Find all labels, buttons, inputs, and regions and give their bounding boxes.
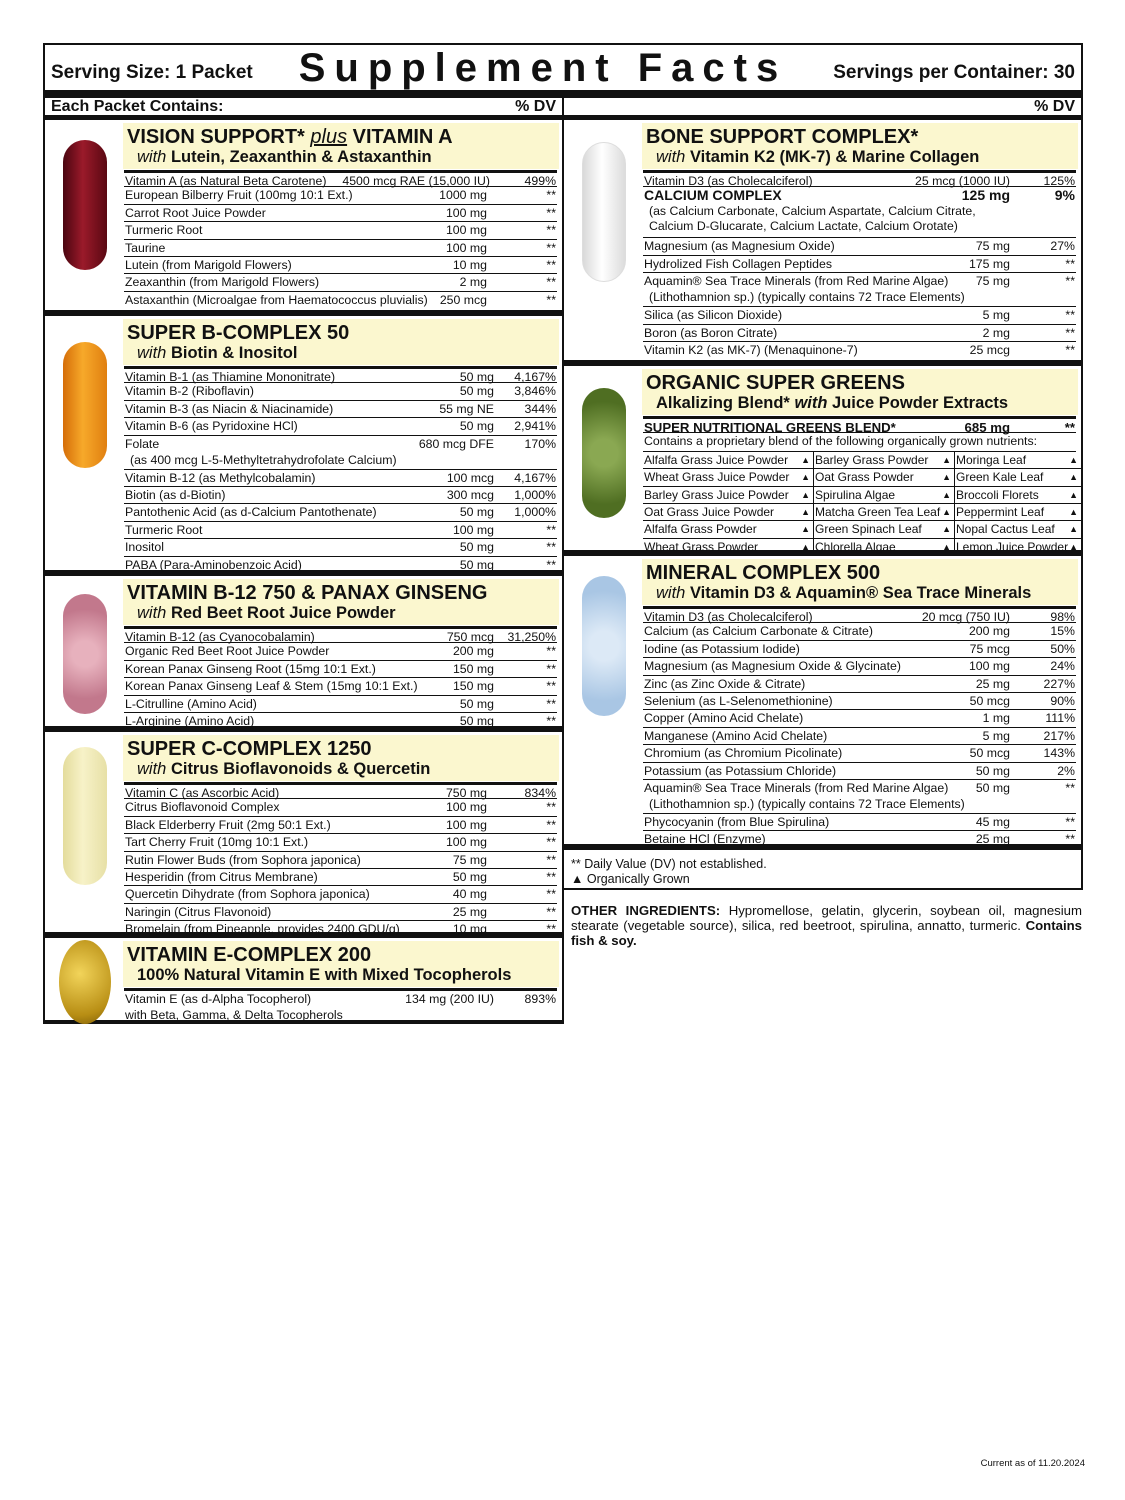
b12-rows [124, 626, 557, 730]
table-row: Korean Panax Ginseng Leaf & Stem (15mg 10:1 Ext.) 150 mg ** [124, 678, 557, 695]
table-row: Inositol 50 mg ** [124, 539, 557, 556]
table-row: Vitamin E (as d-Alpha Tocopherol) with Beta, Gamma, & Delta Tocopherols 134 mg (200 IU) 893% [124, 988, 557, 1022]
list-item: Oat Grass Powder ▲ [814, 469, 955, 486]
table-row: European Bilberry Fruit (100mg 10:1 Ext.) 1000 mg ** [124, 187, 557, 204]
organic-footnote: ▲ Organically Grown [571, 872, 690, 886]
table-row: Tart Cherry Fruit (10mg 10:1 Ext.) 100 mg ** [124, 834, 557, 851]
other-ingredients [571, 903, 1082, 948]
white-capsule-image [582, 142, 626, 282]
greens-rows [643, 416, 1076, 556]
table-row: Magnesium (as Magnesium Oxide) 75 mg 27% [643, 238, 1076, 255]
right-column [564, 120, 1083, 890]
table-row: Vitamin D3 (as Cholecalciferol) 25 mcg (1000 IU) 125% [643, 170, 1076, 187]
bone-support-section [564, 120, 1081, 366]
list-item: Chlorella Algae ▲ [814, 539, 955, 556]
list-item: Green Spinach Leaf ▲ [814, 521, 955, 538]
facts-header [43, 43, 1083, 98]
green-capsule-image [582, 388, 626, 518]
section-heading: BONE SUPPORT COMPLEX* with Vitamin K2 (MK-7) & Marine Collagen [642, 123, 1078, 169]
table-row: Lutein (from Marigold Flowers) 10 mg ** [124, 257, 557, 274]
table-row: Pantothenic Acid (as d-Calcium Pantothenate) 50 mg 1,000% [124, 504, 557, 521]
table-row: Taurine 100 mg ** [124, 240, 557, 257]
table-row: CALCIUM COMPLEX (as Calcium Carbonate, Calcium Aspartate, Calcium Citrate, Calcium D-Glucarate, Calcium Lactate, Calcium Orotate) 125 mg 9% [643, 187, 1076, 238]
table-row: PABA (Para-Aminobenzoic Acid) 50 mg ** [125, 557, 556, 572]
table-row: SUPER NUTRITIONAL GREENS BLEND* 685 mg ** [643, 416, 1076, 433]
blue-capsule-image [582, 576, 626, 716]
table-row: Turmeric Root 100 mg ** [124, 522, 557, 539]
section-heading: ORGANIC SUPER GREENS Alkalizing Blend* with Juice Powder Extracts [642, 369, 1078, 415]
table-row: Quercetin Dihydrate (from Sophora japonica) 40 mg ** [124, 886, 557, 903]
list-item: Alfalfa Grass Powder ▲ [643, 521, 814, 538]
footnotes [571, 857, 767, 887]
section-heading: SUPER B-COMPLEX 50 with Biotin & Inositol [123, 319, 559, 365]
section-heading: VISION SUPPORT* plus VITAMIN A with Lutein, Zeaxanthin & Astaxanthin [123, 123, 559, 169]
table-row: Vitamin B-1 (as Thiamine Mononitrate) 50 mg 4,167% [124, 366, 557, 383]
table-row: Vitamin K2 (as MK-7) (Menaquinone-7) 25 mcg ** [644, 342, 1075, 357]
table-row: Aquamin® Sea Trace Minerals (from Red Marine Algae) (Lithothamnion sp.) (typically contains 72 Trace Elements) 75 mg ** [643, 273, 1076, 307]
cream-capsule-image [63, 747, 107, 885]
table-row: Organic Red Beet Root Juice Powder 200 mg ** [124, 643, 557, 660]
section-heading: MINERAL COMPLEX 500 with Vitamin D3 & Aquamin® Sea Trace Minerals [642, 559, 1078, 605]
list-item: Wheat Grass Powder ▲ [643, 539, 814, 556]
serving-size: Serving Size: 1 Packet [51, 62, 253, 83]
table-row: Zeaxanthin (from Marigold Flowers) 2 mg ** [124, 274, 557, 291]
list-item: Alfalfa Grass Juice Powder ▲ [643, 452, 814, 469]
super-greens-section [564, 366, 1081, 556]
left-column-header [43, 98, 564, 120]
table-row: Korean Panax Ginseng Root (15mg 10:1 Ext.) 150 mg ** [124, 661, 557, 678]
vision-rows [124, 170, 557, 309]
table-row: Folate (as 400 mcg L-5-Methyltetrahydrofolate Calcium) 680 mcg DFE 170% [124, 436, 557, 470]
table-row: Phycocyanin (from Blue Spirulina) 45 mg ** [643, 814, 1076, 831]
list-item: Moringa Leaf ▲ [955, 452, 1081, 469]
table-row: Potassium (as Potassium Chloride) 50 mg 2% [643, 763, 1076, 780]
red-capsule-image [63, 140, 107, 270]
b-complex-section [45, 316, 562, 576]
table-row: Vitamin A (as Natural Beta Carotene) 4500 mcg RAE (15,000 IU) 499% [124, 170, 557, 187]
list-item: Matcha Green Tea Leaf ▲ [814, 504, 955, 521]
table-row: Manganese (Amino Acid Chelate) 5 mg 217% [643, 728, 1076, 745]
c-complex-section [45, 732, 562, 938]
list-item: Barley Grass Powder ▲ [814, 452, 955, 469]
e-complex-rows [124, 988, 557, 1022]
table-row: Vitamin B-12 (as Methylcobalamin) 100 mcg 4,167% [124, 470, 557, 487]
right-column-header [564, 98, 1083, 120]
mineral-complex-section [564, 556, 1081, 850]
section-heading: SUPER C-COMPLEX 1250 with Citrus Bioflavonoids & Quercetin [123, 735, 559, 781]
bone-rows [643, 170, 1076, 359]
table-row: Zinc (as Zinc Oxide & Citrate) 25 mg 227% [643, 676, 1076, 693]
table-row: Biotin (as d-Biotin) 300 mcg 1,000% [124, 487, 557, 504]
table-row: Chromium (as Chromium Picolinate) 50 mcg 143% [643, 745, 1076, 762]
list-item: Lemon Juice Powder ▲ [956, 539, 1078, 554]
list-item: Peppermint Leaf ▲ [955, 504, 1081, 521]
table-row: Calcium (as Calcium Carbonate & Citrate) 200 mg 15% [643, 623, 1076, 640]
list-item: Barley Grass Juice Powder ▲ [643, 487, 814, 504]
list-item: Wheat Grass Juice Powder ▲ [643, 469, 814, 486]
table-row: Astaxanthin (Microalgae from Haematococcus pluvialis) 250 mcg ** [125, 292, 556, 307]
allergen-statement: Contains fish & soy. [571, 918, 1082, 948]
section-heading: VITAMIN B-12 750 & PANAX GINSENG with Red Beet Root Juice Powder [123, 579, 559, 625]
pink-capsule-image [63, 594, 107, 714]
table-row: Betaine HCl (Enzyme) 25 mg ** [644, 832, 1075, 847]
table-row: Black Elderberry Fruit (2mg 50:1 Ext.) 100 mg ** [124, 817, 557, 834]
table-row: Iodine (as Potassium Iodide) 75 mcg 50% [643, 641, 1076, 658]
e-complex-section [45, 938, 562, 1024]
table-row: Vitamin B-3 (as Niacin & Niacinamide) 55 mg NE 344% [124, 401, 557, 418]
other-ingredients-label: OTHER INGREDIENTS: [571, 903, 721, 918]
list-item: Oat Grass Juice Powder ▲ [643, 504, 814, 521]
table-row: Vitamin B-12 (as Cyanocobalamin) 750 mcg 31,250% [124, 626, 557, 643]
table-row: Carrot Root Juice Powder 100 mg ** [124, 205, 557, 222]
table-row: L-Arginine (Amino Acid) 50 mg ** [125, 713, 556, 728]
table-row: Silica (as Silicon Dioxide) 5 mg ** [643, 307, 1076, 324]
table-row: Hydrolized Fish Collagen Peptides 175 mg ** [643, 256, 1076, 273]
table-row: L-Citrulline (Amino Acid) 50 mg ** [124, 696, 557, 713]
table-row: Vitamin D3 (as Cholecalciferol) 20 mcg (750 IU) 98% [643, 606, 1076, 623]
list-item: Nopal Cactus Leaf ▲ [955, 521, 1081, 538]
table-row: Vitamin B-2 (Riboflavin) 50 mg 3,846% [124, 383, 557, 400]
table-row: Boron (as Boron Citrate) 2 mg ** [643, 325, 1076, 342]
c-complex-rows [124, 782, 557, 939]
mineral-rows [643, 606, 1076, 849]
table-row: Aquamin® Sea Trace Minerals (from Red Marine Algae) (Lithothamnion sp.) (typically contains 72 Trace Elements) 50 mg ** [643, 780, 1076, 814]
b12-ginseng-section [45, 576, 562, 732]
other-ingredients-text: Hypromellose, gelatin, glycerin, soybean oil, magnesium stearate (vegetable source), silica, red beetroot, spirulina, annatto, turmeric. [571, 903, 1083, 933]
table-row: Bromelain (from Pineapple, provides 2400 GDU/g) 10 mg ** [125, 922, 556, 937]
list-item: Green Kale Leaf ▲ [955, 469, 1081, 486]
softgel-image [59, 940, 111, 1024]
dv-footnote: ** Daily Value (DV) not established. [571, 857, 767, 871]
left-column [43, 120, 564, 1024]
table-row: Vitamin B-6 (as Pyridoxine HCl) 50 mg 2,941% [124, 418, 557, 435]
table-row: Selenium (as L-Selenomethionine) 50 mcg 90% [643, 693, 1076, 710]
table-row: Hesperidin (from Citrus Membrane) 50 mg ** [124, 869, 557, 886]
table-row: Rutin Flower Buds (from Sophora japonica) 75 mg ** [124, 852, 557, 869]
dv-header: % DV [515, 97, 556, 115]
dv-header-right: % DV [1034, 97, 1075, 115]
table-row: Copper (Amino Acid Chelate) 1 mg 111% [643, 710, 1076, 727]
greens-grid [643, 451, 1076, 556]
servings-per-container: Servings per Container: 30 [833, 62, 1075, 83]
table-row: Magnesium (as Magnesium Oxide & Glycinate) 100 mg 24% [643, 658, 1076, 675]
table-row: Turmeric Root 100 mg ** [124, 222, 557, 239]
current-date-note: Current as of 11.20.2024 [980, 1458, 1085, 1469]
b-complex-rows [124, 366, 557, 574]
table-row: Citrus Bioflavonoid Complex 100 mg ** [124, 799, 557, 816]
greens-intro: Contains a proprietary blend of the following organically grown nutrients: [644, 434, 1038, 449]
section-heading: VITAMIN E-COMPLEX 200 100% Natural Vitamin E with Mixed Tocopherols [123, 941, 559, 987]
each-packet-label: Each Packet Contains: [51, 97, 224, 115]
list-item: Spirulina Algae ▲ [814, 487, 955, 504]
table-row: Vitamin C (as Ascorbic Acid) 750 mg 834% [124, 782, 557, 799]
vision-support-section [45, 120, 562, 316]
orange-capsule-image [63, 342, 107, 468]
table-row: Naringin (Citrus Flavonoid) 25 mg ** [124, 904, 557, 921]
list-item: Broccoli Florets ▲ [955, 487, 1081, 504]
page-title: Supplement Facts [298, 46, 788, 90]
